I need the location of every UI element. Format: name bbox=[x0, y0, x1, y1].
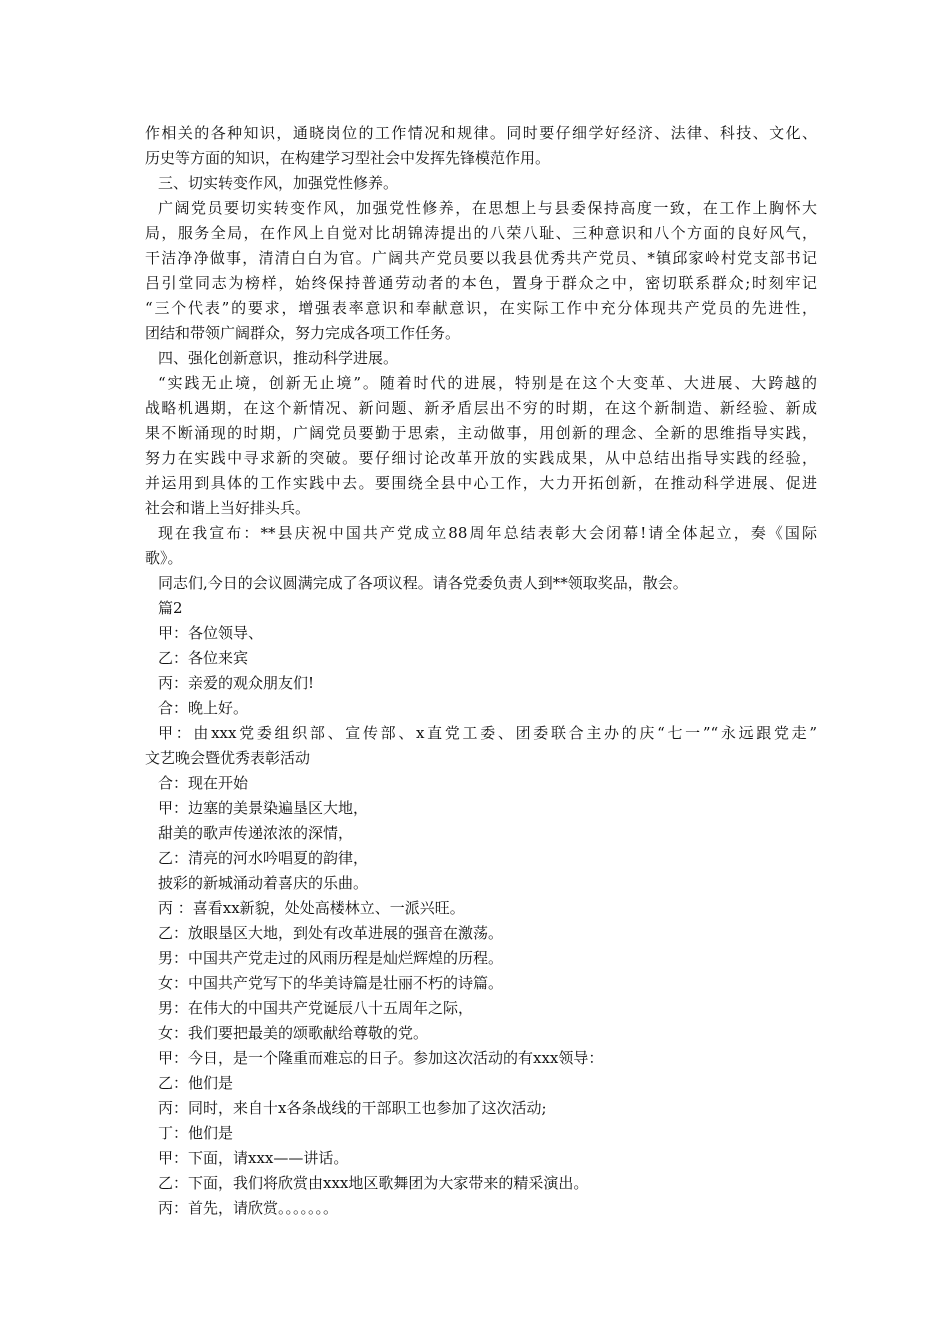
text-line: “实践无止境，创新无止境”。随着时代的进展，特别是在这个大变革、大进展、大跨越的 bbox=[158, 374, 817, 392]
text-line: 现在我宣布：**县庆祝中国共产党成立88周年总结表彰大会闭幕!请全体起立，奏《国际 bbox=[158, 524, 817, 542]
text-line: 吕引堂同志为榜样，始终保持普通劳动者的本色，置身于群众之中，密切联系群众;时刻牢记 bbox=[145, 274, 817, 292]
text-line: 合：晚上好。 bbox=[158, 699, 249, 717]
text-line: 努力在实践中寻求新的突破。要仔细讨论改革开放的实践成果，从中总结出指导实践的经验， bbox=[145, 449, 817, 467]
text-line: 作相关的各种知识，通晓岗位的工作情况和规律。同时要仔细学好经济、法律、科技、文化、 bbox=[145, 124, 817, 142]
text-line: 甲：由xxx党委组织部、宣传部、x直党工委、团委联合主办的庆“七一”“永远跟党走” bbox=[158, 724, 817, 742]
text-line: 甲：各位领导、 bbox=[158, 624, 264, 642]
text-line: 乙：下面，我们将欣赏由xxx地区歌舞团为大家带来的精采演出。 bbox=[158, 1174, 589, 1192]
text-line: 历史等方面的知识，在构建学习型社会中发挥先锋模范作用。 bbox=[145, 149, 551, 167]
text-line: 丙：首先，请欣赏。。。。。。。 bbox=[158, 1199, 339, 1217]
text-line: 乙：各位来宾 bbox=[158, 649, 249, 667]
text-line: 女：中国共产党写下的华美诗篇是壮丽不朽的诗篇。 bbox=[158, 974, 504, 992]
text-line: 三、切实转变作风，加强党性修养。 bbox=[158, 174, 399, 192]
text-line: 男：中国共产党走过的风雨历程是灿烂辉煌的历程。 bbox=[158, 949, 504, 967]
text-line: 合：现在开始 bbox=[158, 774, 249, 792]
text-line: 乙：清亮的河水吟唱夏的韵律， bbox=[158, 849, 369, 867]
text-line: 并运用到具体的工作实践中去。要围绕全县中心工作，大力开拓创新，在推动科学进展、促进 bbox=[145, 474, 817, 492]
text-line: 丙 ：喜看xx新貌，处处高楼林立、一派兴旺。 bbox=[158, 899, 465, 917]
text-line: 丙：亲爱的观众朋友们! bbox=[158, 674, 315, 692]
text-line: 社会和谐上当好排头兵。 bbox=[145, 499, 311, 517]
text-line: 乙：放眼垦区大地，到处有改革进展的强音在激荡。 bbox=[158, 924, 504, 942]
text-line: 文艺晚会暨优秀表彰活动 bbox=[145, 749, 311, 767]
text-line: 甲：今日，是一个隆重而难忘的日子。参加这次活动的有xxx领导： bbox=[158, 1049, 604, 1067]
text-line: 团结和带领广阔群众，努力完成各项工作任务。 bbox=[145, 324, 461, 342]
text-line: 同志们,今日的会议圆满完成了各项议程。请各党委负责人到**领取奖品，散会。 bbox=[158, 574, 688, 592]
text-line: 战略机遇期，在这个新情况、新问题、新矛盾层出不穷的时期，在这个新制造、新经验、新成 bbox=[145, 399, 817, 417]
text-line: 歌》。 bbox=[145, 549, 183, 567]
text-line: 乙：他们是 bbox=[158, 1074, 234, 1092]
text-line: “三个代表”的要求，增强表率意识和奉献意识，在实际工作中充分体现共产党员的先进性， bbox=[145, 299, 817, 317]
text-line: 甜美的歌声传递浓浓的深情， bbox=[158, 824, 354, 842]
text-line: 局，服务全局，在作风上自觉对比胡锦涛提出的八荣八耻、三种意识和八个方面的良好风气， bbox=[145, 224, 817, 242]
text-line: 丁：他们是 bbox=[158, 1124, 234, 1142]
text-line: 男：在伟大的中国共产党诞辰八十五周年之际， bbox=[158, 999, 474, 1017]
text-line: 甲：边塞的美景染遍垦区大地， bbox=[158, 799, 369, 817]
text-line: 干洁净净做事，清清白白为官。广阔共产党员要以我县优秀共产党员、*镇邱家岭村党支部书记 bbox=[145, 249, 817, 267]
text-line: 篇2 bbox=[158, 599, 183, 617]
text-line: 四、强化创新意识，推动科学进展。 bbox=[158, 349, 399, 367]
text-line: 广阔党员要切实转变作风，加强党性修养，在思想上与县委保持高度一致，在工作上胸怀大 bbox=[158, 199, 817, 217]
text-line: 披彩的新城涌动着喜庆的乐曲。 bbox=[158, 874, 369, 892]
text-line: 甲：下面，请xxx——讲话。 bbox=[158, 1149, 349, 1167]
text-line: 丙：同时，来自十x各条战线的干部职工也参加了这次活动; bbox=[158, 1099, 547, 1117]
text-line: 果不断涌现的时期，广阔党员要勤于思索，主动做事，用创新的理念、全新的思维指导实践， bbox=[145, 424, 817, 442]
text-line: 女：我们要把最美的颂歌献给尊敬的党。 bbox=[158, 1024, 429, 1042]
document-body bbox=[145, 121, 817, 1221]
